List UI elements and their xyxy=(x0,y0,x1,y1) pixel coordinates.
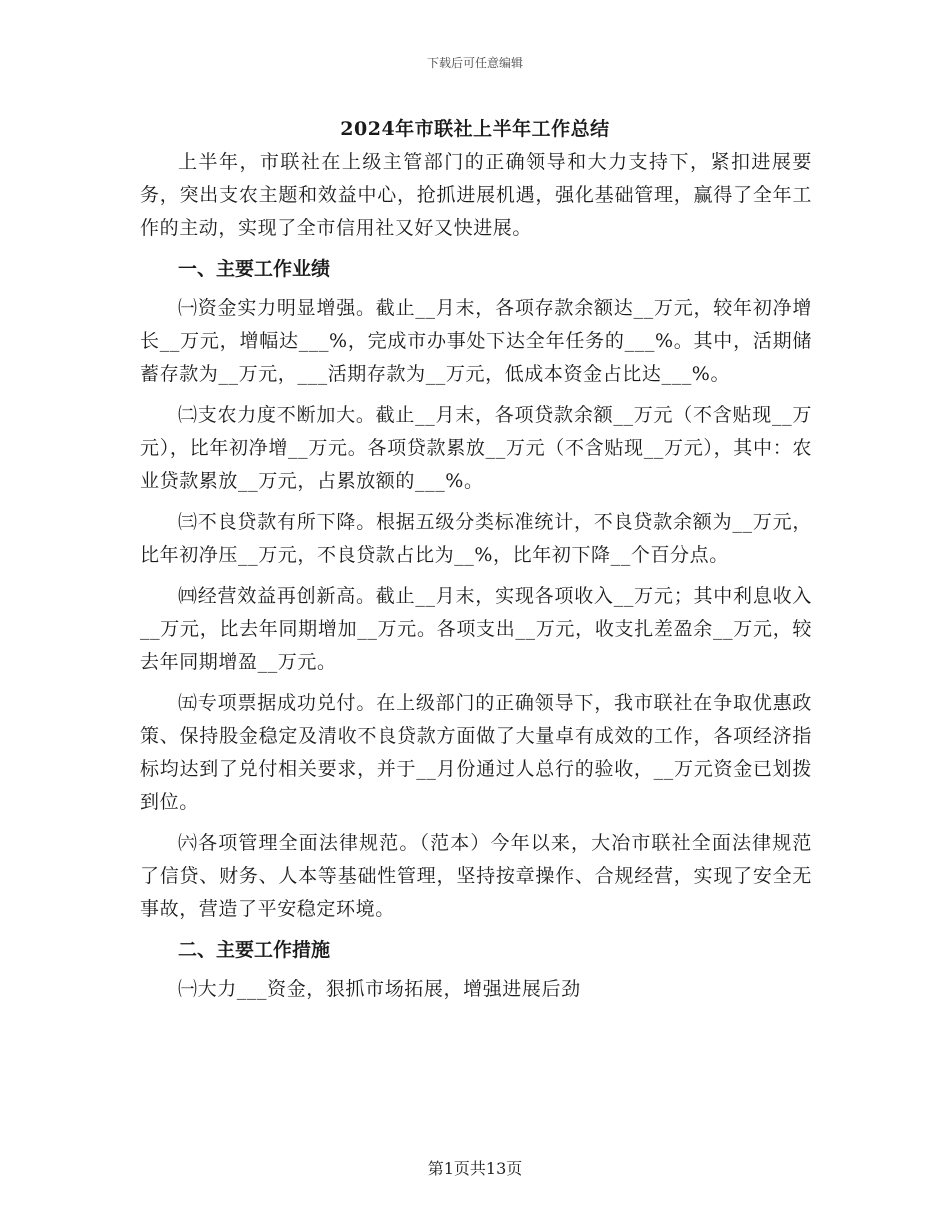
section-1-item-4: ㈣经营效益再创新高。截止__月末，实现各项收入__万元；其中利息收入__万元，比去年同期增加__万元。各项支出__万元，收支扎差盈余__万元，较去年同期增盈__万元。 xyxy=(140,585,812,673)
page-header-note: 下载后可任意编辑 xyxy=(426,56,523,70)
section-1-item-5: ㈤专项票据成功兑付。在上级部门的正确领导下，我市联社在争取优惠政策、保持股金稳定及清收不良贷款方面做了大量卓有成效的工作，各项经济指标均达到了兑付相关要求，并于__月份通过人总行的验收，__万元资金已划拨到位。 xyxy=(140,692,812,813)
intro-paragraph: 上半年，市联社在上级主管部门的正确领导和大力支持下，紧扣进展要务，突出支农主题和效益中心，抢抓进展机遇，强化基础管理，赢得了全年工作的主动，实现了全市信用社又好又快进展。 xyxy=(140,151,812,239)
section-1-item-1: ㈠资金实力明显增强。截止__月末，各项存款余额达__万元，较年初净增长__万元，增幅达___%，完成市办事处下达全年任务的___%。其中，活期储蓄存款为__万元，___活期存款为__万元，低成本资金占比达___%。 xyxy=(140,297,812,385)
section-1-item-3: ㈢不良贷款有所下降。根据五级分类标准统计，不良贷款余额为__万元，比年初净压__万元，不良贷款占比为__%，比年初下降__个百分点。 xyxy=(140,511,812,566)
document-body xyxy=(140,146,812,1014)
section-2-item-1: ㈠大力___资金，狠抓市场拓展，增强进展后劲 xyxy=(178,978,581,1000)
page-number-footer: 第1页共13页 xyxy=(427,1159,523,1178)
section-1-item-2: ㈡支农力度不断加大。截止__月末，各项贷款余额__万元（不含贴现__万元），比年初净增__万元。各项贷款累放__万元（不含贴现__万元），其中：农业贷款累放__万元，占累放额的___%。 xyxy=(140,404,812,492)
section-1-heading: 一、主要工作业绩 xyxy=(178,258,331,280)
section-1-item-6: ㈥各项管理全面法律规范。（范本）今年以来，大冶市联社全面法律规范了信贷、财务、人本等基础性管理，坚持按章操作、合规经营，实现了安全无事故，营造了平安稳定环境。 xyxy=(140,832,812,920)
section-2-heading: 二、主要工作措施 xyxy=(178,939,331,961)
document-title: 2024年市联社上半年工作总结 xyxy=(340,118,610,140)
